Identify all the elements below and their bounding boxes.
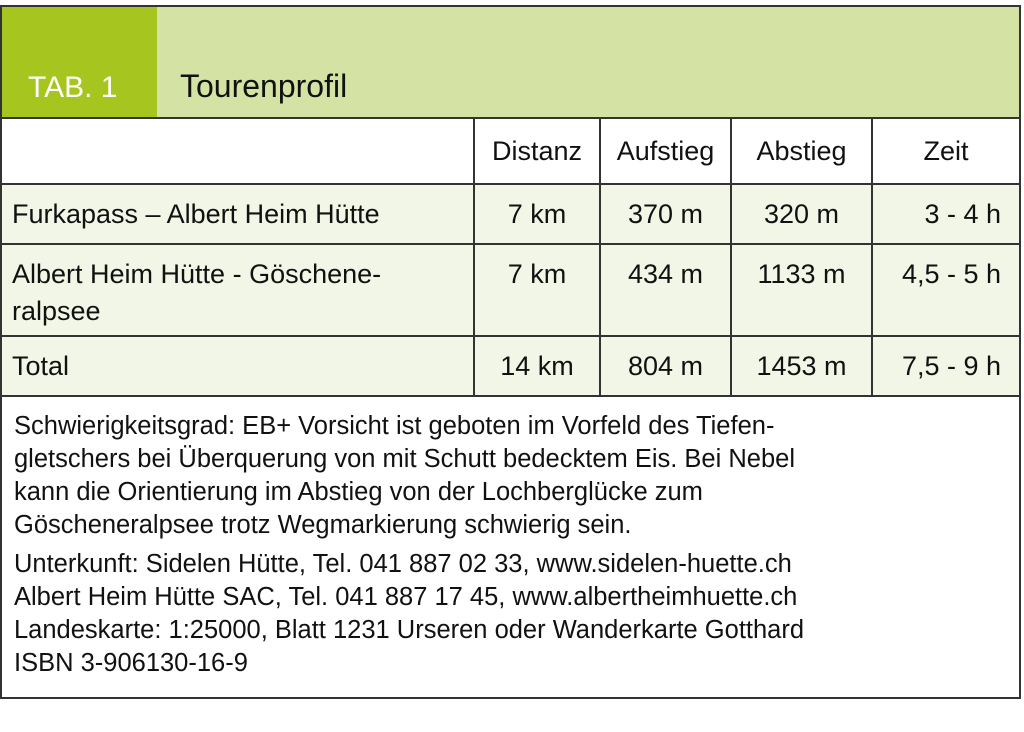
route-line: Albert Heim Hütte - Göschene- bbox=[12, 259, 382, 289]
distanz-cell: 7 km bbox=[474, 244, 600, 336]
accommodation-info bbox=[14, 548, 1007, 680]
zeit-cell: 7,5 - 9 h bbox=[872, 336, 1019, 396]
tour-profile-table bbox=[2, 117, 1019, 397]
zeit-cell: 3 - 4 h bbox=[872, 184, 1019, 244]
column-header-route bbox=[2, 118, 474, 184]
difficulty-note bbox=[14, 410, 1007, 542]
note-line: Unterkunft: Sidelen Hütte, Tel. 041 887 02 33, www.sidelen-huette.ch bbox=[14, 550, 792, 578]
abstieg-cell: 1453 m bbox=[731, 336, 872, 396]
table-row bbox=[2, 184, 1019, 244]
note-line: kann die Orientierung im Abstieg von der Lochberglücke zum bbox=[14, 478, 703, 506]
note-line: Göscheneralpsee trotz Wegmarkierung schwierig sein. bbox=[14, 511, 632, 539]
table-header-row bbox=[2, 118, 1019, 184]
table-number-tab bbox=[2, 7, 157, 117]
route-cell: Total bbox=[2, 336, 474, 396]
column-header-zeit: Zeit bbox=[872, 118, 1019, 184]
aufstieg-cell: 804 m bbox=[600, 336, 731, 396]
note-line: Albert Heim Hütte SAC, Tel. 041 887 17 45, www.albertheimhuette.ch bbox=[14, 583, 798, 611]
aufstieg-cell: 434 m bbox=[600, 244, 731, 336]
distanz-cell: 14 km bbox=[474, 336, 600, 396]
table-row-total bbox=[2, 336, 1019, 396]
abstieg-cell: 1133 m bbox=[731, 244, 872, 336]
aufstieg-cell: 370 m bbox=[600, 184, 731, 244]
note-line: Schwierigkeitsgrad: EB+ Vorsicht ist geboten im Vorfeld des Tiefen- bbox=[14, 412, 775, 440]
note-line: Landeskarte: 1:25000, Blatt 1231 Urseren oder Wanderkarte Gotthard bbox=[14, 616, 805, 644]
distanz-cell: 7 km bbox=[474, 184, 600, 244]
table-header-band bbox=[2, 7, 1019, 117]
route-cell bbox=[2, 244, 474, 336]
abstieg-cell: 320 m bbox=[731, 184, 872, 244]
tour-notes bbox=[2, 400, 1019, 695]
route-line: ralpsee bbox=[12, 296, 101, 326]
table-title: Tourenprofil bbox=[180, 68, 348, 104]
tour-profile-box bbox=[0, 5, 1021, 699]
column-header-abstieg: Abstieg bbox=[731, 118, 872, 184]
table-number: TAB. 1 bbox=[28, 71, 118, 104]
note-line: gletschers bei Überquerung von mit Schutt bedecktem Eis. Bei Nebel bbox=[14, 445, 795, 473]
column-header-distanz: Distanz bbox=[474, 118, 600, 184]
note-line: ISBN 3-906130-16-9 bbox=[14, 649, 248, 677]
zeit-cell: 4,5 - 5 h bbox=[872, 244, 1019, 336]
column-header-aufstieg: Aufstieg bbox=[600, 118, 731, 184]
route-cell: Furkapass – Albert Heim Hütte bbox=[2, 184, 474, 244]
table-row bbox=[2, 244, 1019, 336]
